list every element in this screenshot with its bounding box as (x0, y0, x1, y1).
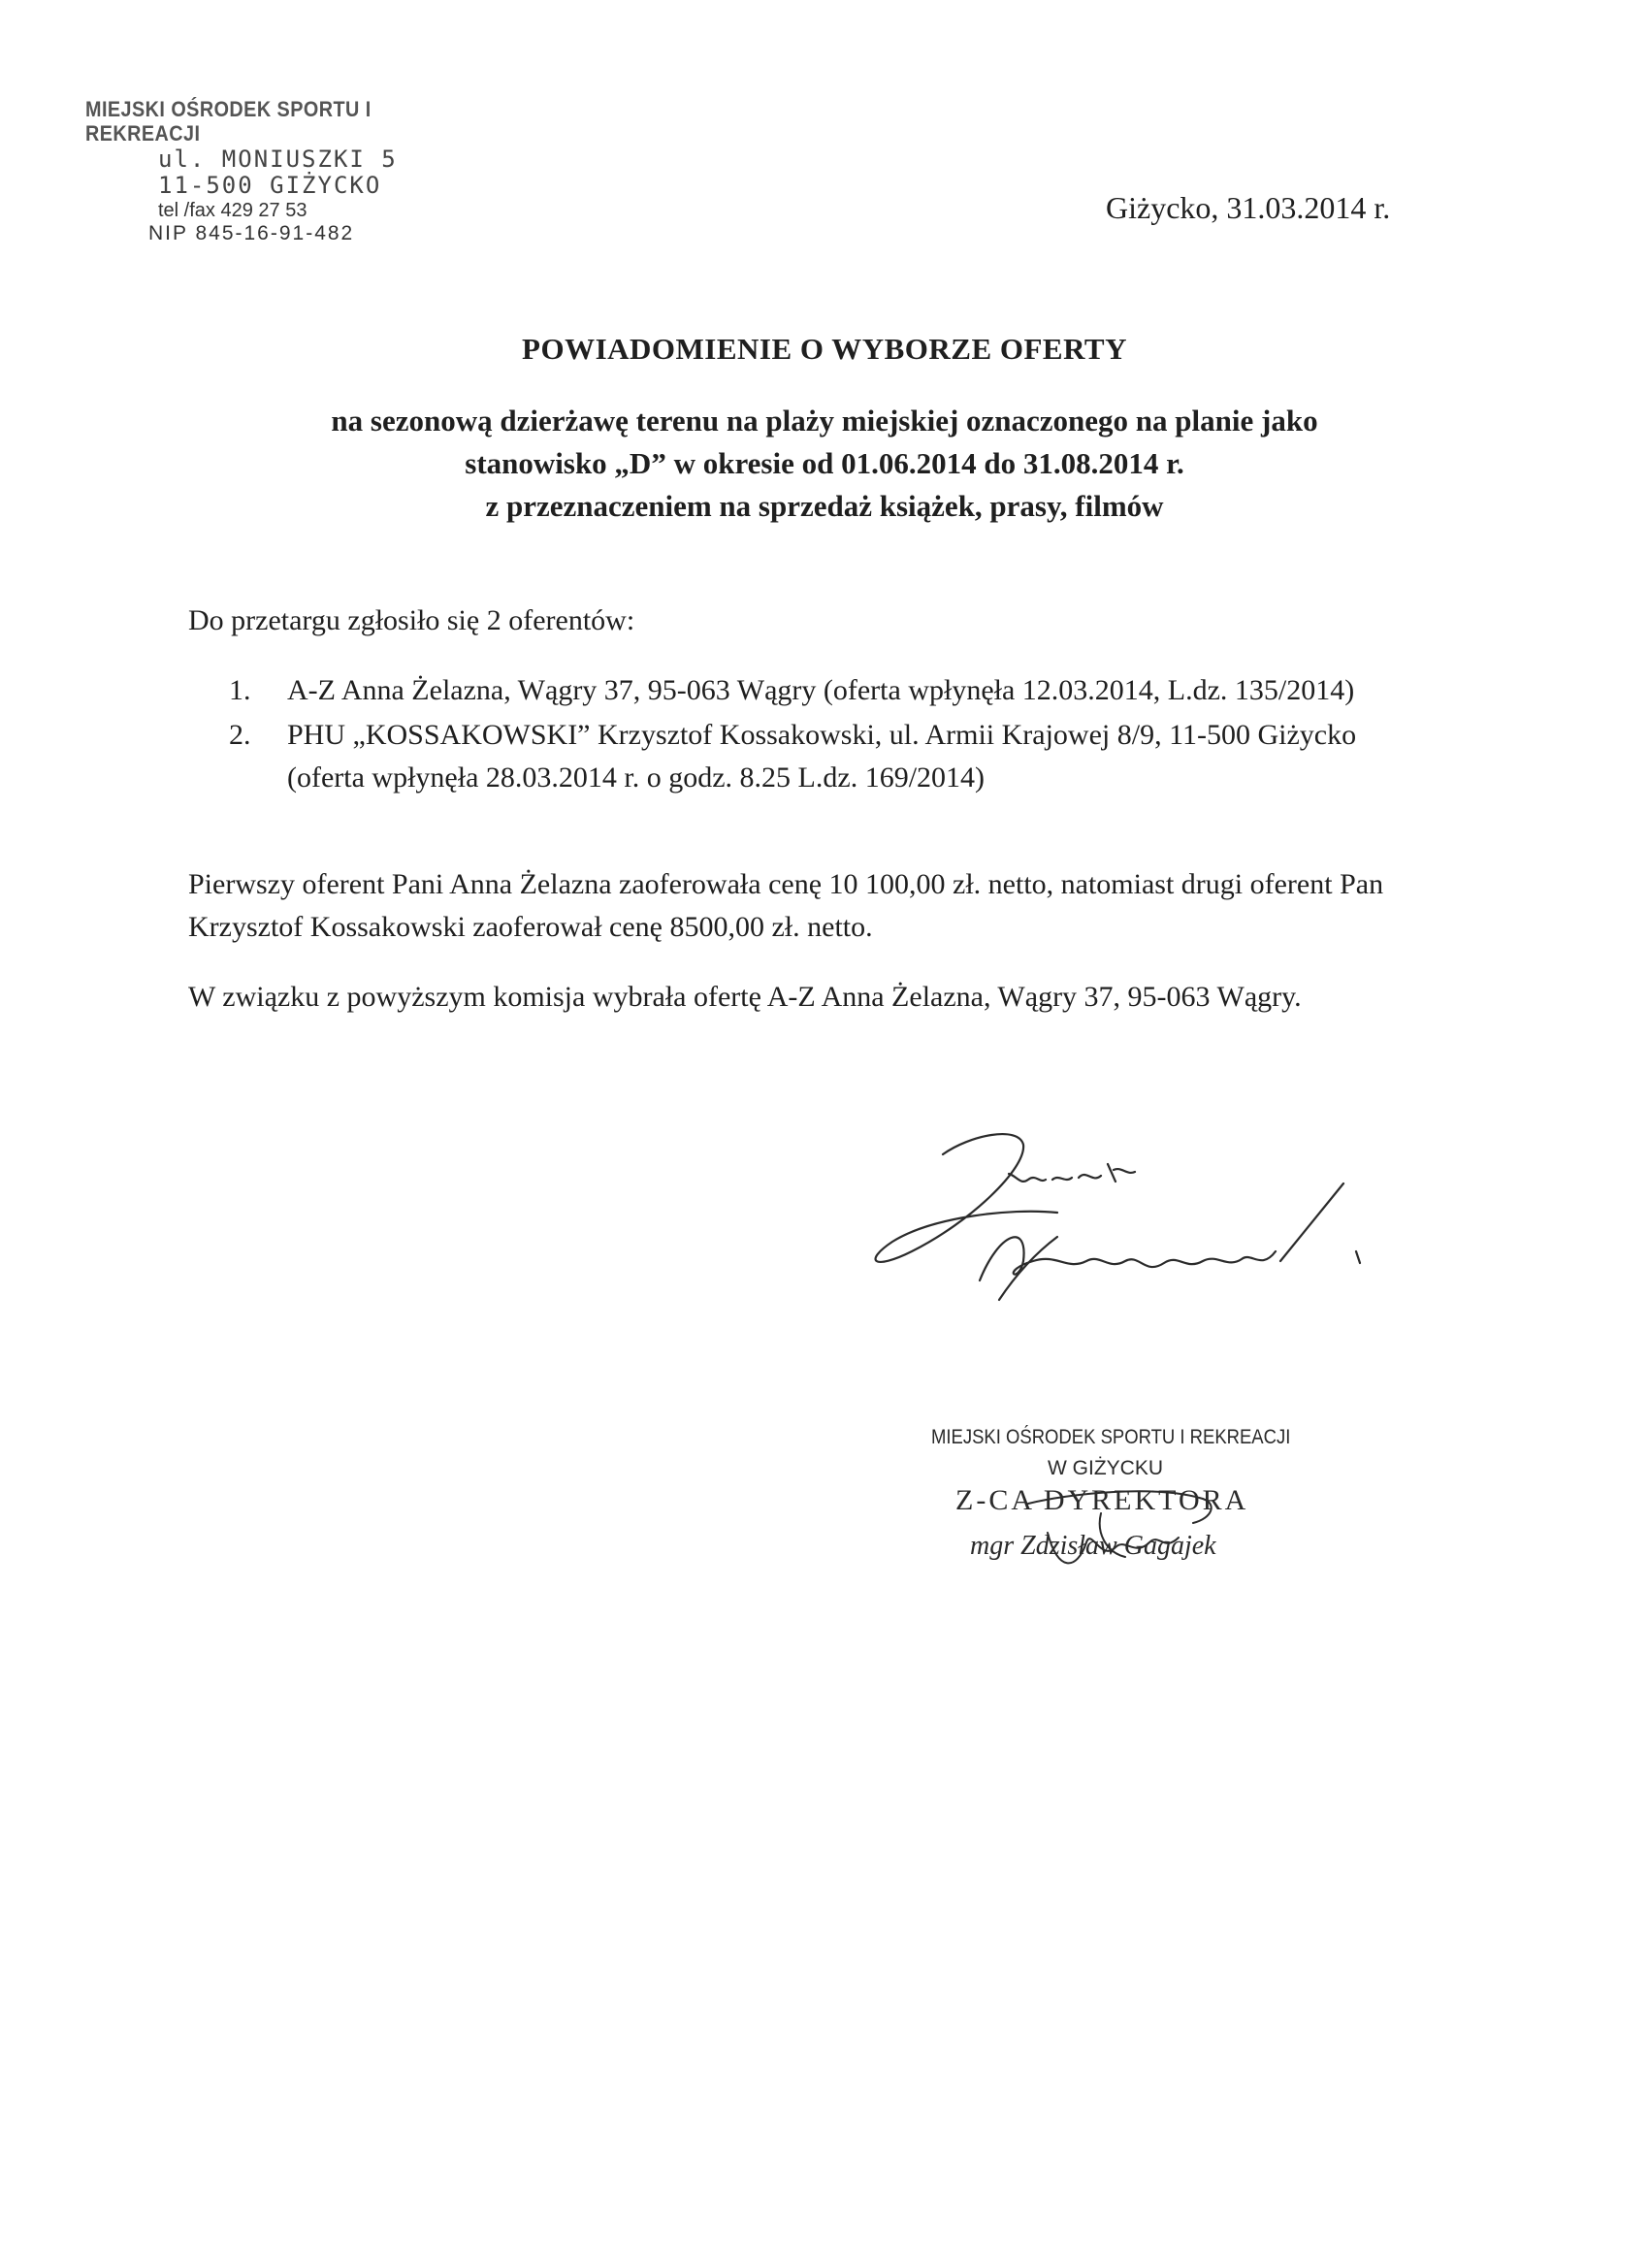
list-item-number: 1. (229, 674, 251, 706)
decision-paragraph: W związku z powyższym komisja wybrała ofertę A-Z Anna Żelazna, Wągry 37, 95-063 Wągry. (188, 981, 1302, 1013)
offer-list (229, 669, 1393, 801)
subtitle-line-3: z przeznaczeniem na sprzedaż książek, prasy, filmów (485, 489, 1164, 523)
intro-paragraph: Do przetargu zgłosiło się 2 oferentów: (188, 604, 635, 636)
prices-paragraph: Pierwszy oferent Pani Anna Żelazna zaoferowała cenę 10 100,00 zł. netto, natomiast drugi oferent Pan Krzysztof Kossakowski zaoferował cenę 8500,00 zł. netto. (188, 868, 1384, 943)
list-item (229, 669, 1393, 712)
stamp-institution-name: MIEJSKI OŚRODEK SPORTU I REKREACJI (931, 1426, 1291, 1448)
stamp-nip: NIP 845-16-91-482 (148, 221, 355, 244)
stamp-street: ul. MONIUSZKI 5 (158, 145, 398, 173)
list-item-text: PHU „KOSSAKOWSKI” Krzysztof Kossakowski, ul. Armii Krajowej 8/9, 11-500 Giżycko (oferta wpłynęła 28.03.2014 r. o godz. 8.25 L.dz. 169/2014) (287, 719, 1357, 794)
document-title: POWIADOMIENIE O WYBORZE OFERTY (522, 332, 1127, 366)
document-date: Giżycko, 31.03.2014 r. (1106, 190, 1391, 225)
subtitle-line-2: stanowisko „D” w okresie od 01.06.2014 do 31.08.2014 r. (465, 446, 1184, 480)
stamp-institution-name: MIEJSKI OŚRODEK SPORTU I REKREACJI (85, 97, 372, 146)
header-stamp (85, 97, 473, 245)
official-stamp (931, 1426, 1339, 1591)
stamp-position: Z-CA DYREKTORA (955, 1484, 1249, 1516)
document-subtitle (194, 400, 1455, 528)
stamp-signature-icon (1009, 1465, 1242, 1581)
stamp-phone: tel /fax 429 27 53 (158, 199, 307, 221)
handwritten-signature-icon (854, 1116, 1377, 1310)
list-item-text: A-Z Anna Żelazna, Wągry 37, 95-063 Wągry (oferta wpłynęła 12.03.2014, L.dz. 135/2014) (287, 674, 1355, 706)
stamp-city: 11-500 GIŻYCKO (158, 172, 382, 200)
stamp-city: W GIŻYCKU (1048, 1457, 1163, 1479)
subtitle-line-1: na sezonową dzierżawę terenu na plaży miejskiej oznaczonego na planie jako (331, 404, 1318, 437)
list-item-number: 2. (229, 719, 251, 751)
stamp-person-name: mgr Zdzisław Gagajek (970, 1531, 1216, 1561)
list-item (229, 714, 1393, 799)
